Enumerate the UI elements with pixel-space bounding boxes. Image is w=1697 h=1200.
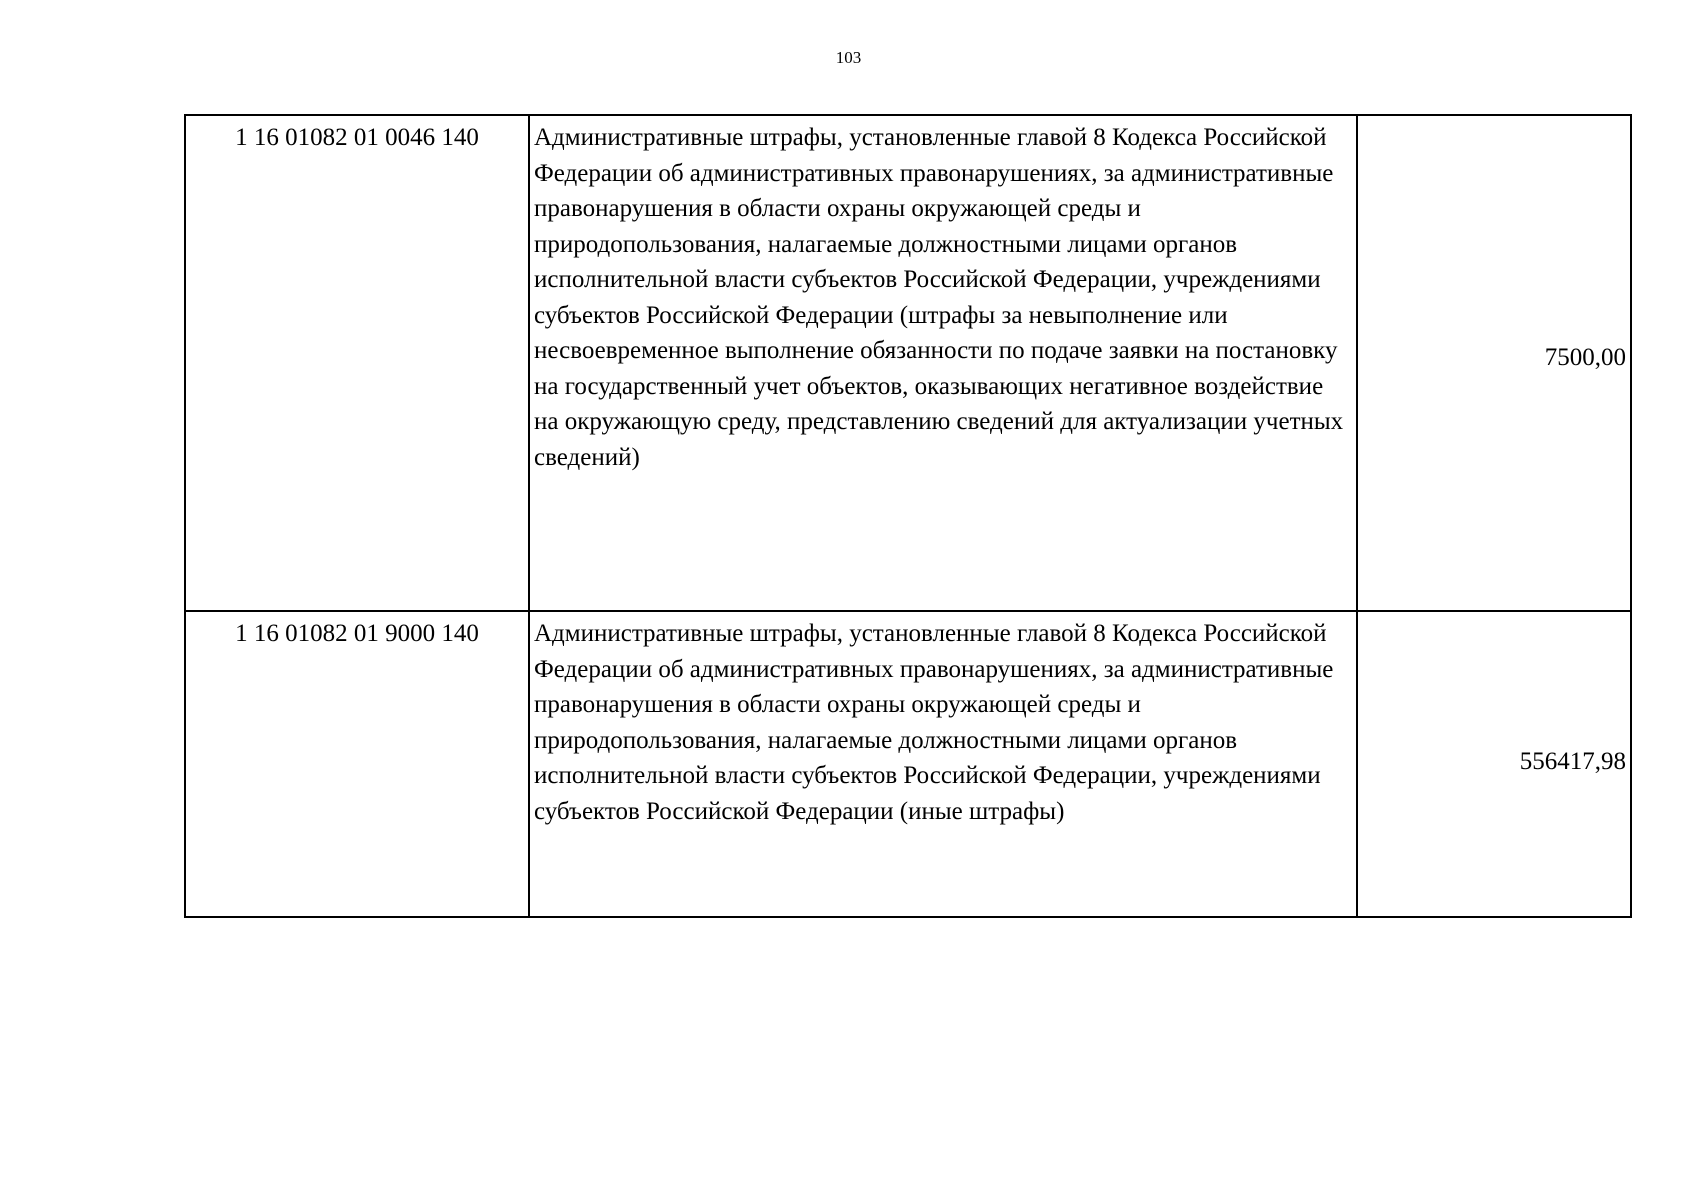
table-row [185, 611, 1631, 917]
revenue-table [184, 114, 1632, 918]
budget-code-cell: 1 16 01082 01 9000 140 [185, 611, 529, 917]
budget-code-cell: 1 16 01082 01 0046 140 [185, 115, 529, 611]
table-row [185, 115, 1631, 611]
description-cell: Административные штрафы, установленные главой 8 Кодекса Российской Федерации об административных правонарушениях, за административные правонарушения в области охраны окружающей среды и природопользования, налагаемые должностными лицами органов исполнительной власти субъектов Российской Федерации, учреждениями субъектов Российской Федерации (иные штрафы) [529, 611, 1357, 917]
amount-cell: 556417,98 [1357, 611, 1631, 917]
page-number: 103 [835, 48, 862, 67]
amount-cell: 7500,00 [1357, 115, 1631, 611]
description-cell: Административные штрафы, установленные главой 8 Кодекса Российской Федерации об административных правонарушениях, за административные правонарушения в области охраны окружающей среды и природопользования, налагаемые должностными лицами органов исполнительной власти субъектов Российской Федерации, учреждениями субъектов Российской Федерации (штрафы за невыполнение или несвоевременное выполнение обязанности по подаче заявки на постановку на государственный учет объектов, оказывающих негативное воздействие на окружающую среду, представлению сведений для актуализации учетных сведений) [529, 115, 1357, 611]
